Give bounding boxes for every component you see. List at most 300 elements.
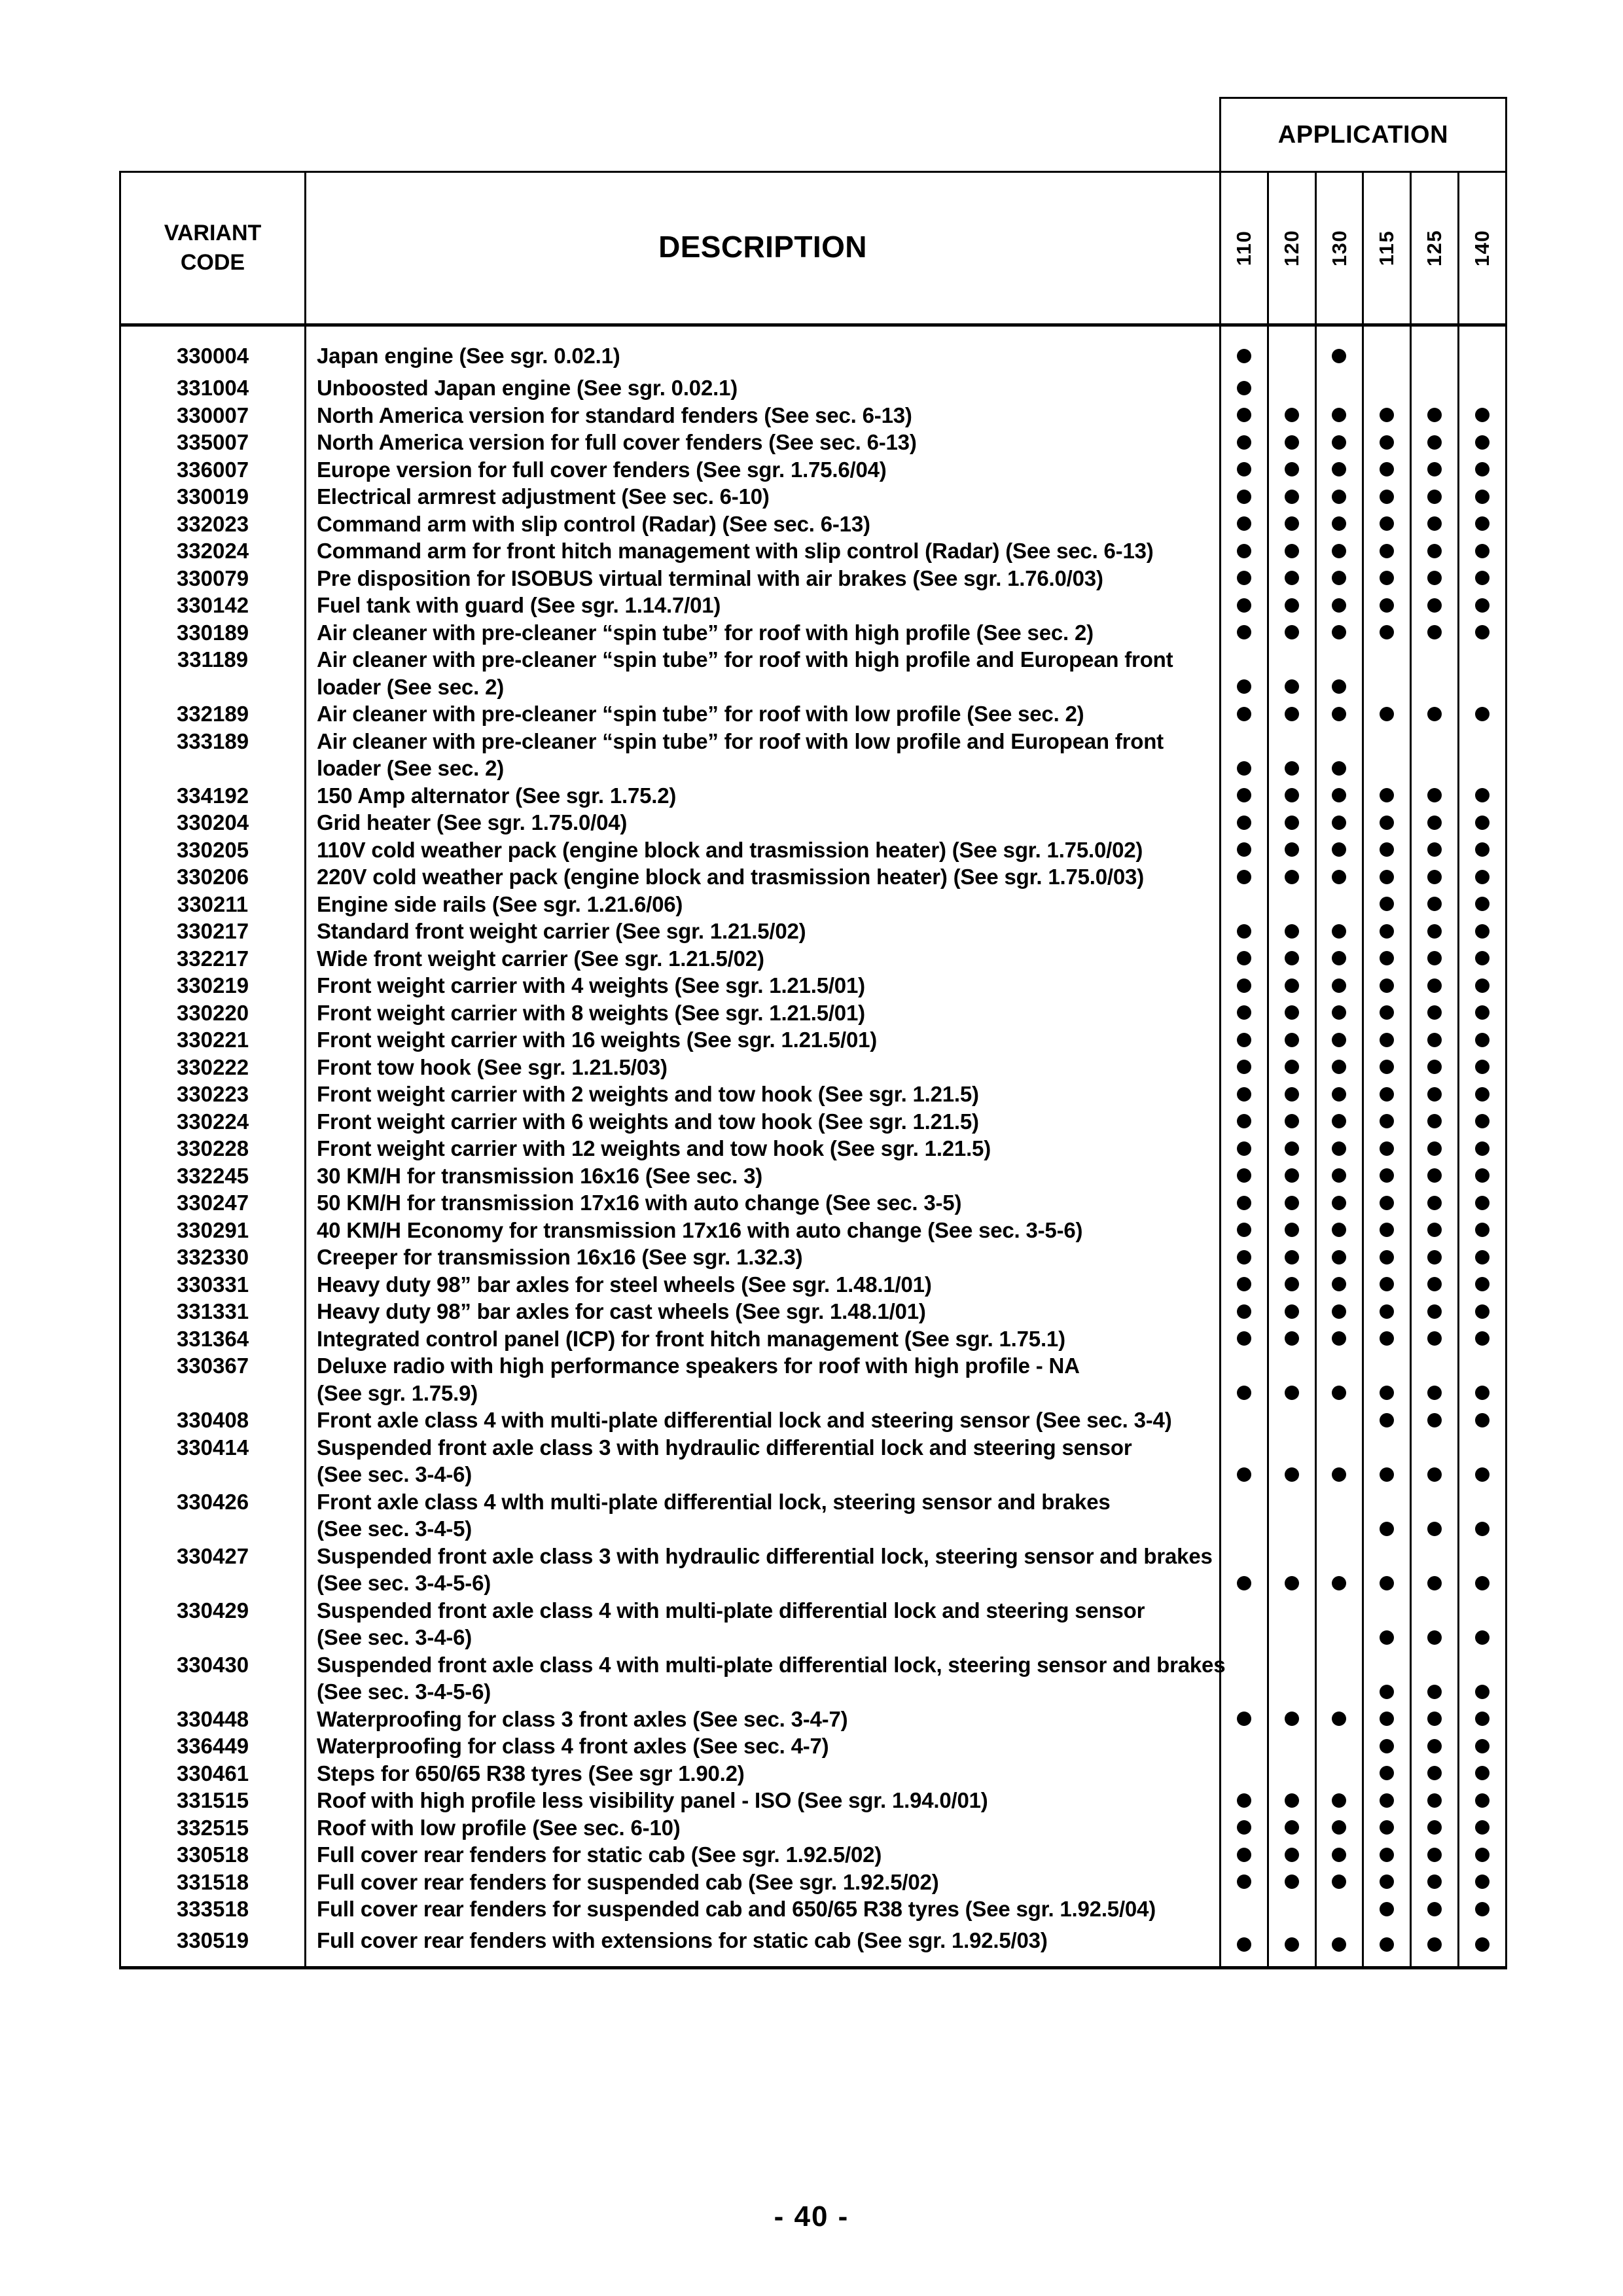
application-dot-filled bbox=[1285, 490, 1299, 504]
application-mark-115 bbox=[1363, 511, 1411, 538]
application-dot-filled bbox=[1332, 1060, 1346, 1074]
table-row bbox=[120, 1597, 1507, 1624]
application-mark-120 bbox=[1268, 1407, 1315, 1434]
application-mark-125 bbox=[1411, 1081, 1459, 1108]
application-mark-130 bbox=[1315, 1841, 1363, 1869]
application-mark-110 bbox=[1221, 1162, 1268, 1190]
application-dot-filled bbox=[1332, 490, 1346, 504]
application-mark-120 bbox=[1268, 782, 1315, 810]
header-spacer-code bbox=[120, 98, 306, 172]
application-mark-125 bbox=[1411, 402, 1459, 429]
application-dot-filled bbox=[1237, 1874, 1251, 1889]
application-dot-filled bbox=[1427, 1937, 1442, 1952]
application-mark-115 bbox=[1363, 755, 1411, 782]
application-dot-filled bbox=[1380, 544, 1394, 558]
table-row bbox=[120, 1026, 1507, 1054]
variant-code-cell bbox=[120, 1380, 306, 1407]
application-dot-empty bbox=[1237, 1657, 1251, 1672]
application-dot-empty bbox=[1332, 734, 1346, 748]
application-mark-110 bbox=[1221, 1787, 1268, 1814]
application-mark-140 bbox=[1458, 728, 1506, 755]
application-dot-filled bbox=[1237, 816, 1251, 830]
application-mark-125 bbox=[1411, 1271, 1459, 1299]
application-mark-130 bbox=[1315, 1244, 1363, 1271]
description-cell: Fuel tank with guard (See sgr. 1.14.7/01) bbox=[306, 592, 1221, 619]
application-dot-filled bbox=[1332, 1005, 1346, 1020]
application-dot-filled bbox=[1427, 816, 1442, 830]
table-row bbox=[120, 1135, 1507, 1162]
application-dot-filled bbox=[1427, 1576, 1442, 1590]
application-mark-130 bbox=[1315, 1162, 1363, 1190]
application-mark-120 bbox=[1268, 1814, 1315, 1842]
application-mark-120 bbox=[1268, 565, 1315, 592]
application-mark-120 bbox=[1268, 1787, 1315, 1814]
application-dot-filled bbox=[1427, 870, 1442, 884]
application-mark-115 bbox=[1363, 456, 1411, 484]
description-cell: 40 KM/H Economy for transmission 17x16 with auto change (See sec. 3-5-6) bbox=[306, 1217, 1221, 1244]
application-mark-110 bbox=[1221, 999, 1268, 1027]
application-mark-110 bbox=[1221, 1515, 1268, 1543]
variant-code-cell: 330331 bbox=[120, 1271, 306, 1299]
application-dot-empty bbox=[1237, 1522, 1251, 1536]
application-dot-filled bbox=[1285, 1937, 1299, 1952]
application-mark-110 bbox=[1221, 891, 1268, 918]
application-dot-filled bbox=[1427, 707, 1442, 721]
application-mark-115 bbox=[1363, 1244, 1411, 1271]
application-mark-110 bbox=[1221, 836, 1268, 864]
application-mark-125 bbox=[1411, 673, 1459, 701]
application-dot-empty bbox=[1332, 653, 1346, 667]
header-application-130-label: 130 bbox=[1327, 229, 1351, 267]
application-dot-filled bbox=[1380, 1331, 1394, 1346]
description-cell: Full cover rear fenders for suspended cab and 650/65 R38 tyres (See sgr. 1.92.5/04) bbox=[306, 1895, 1221, 1923]
description-cell: loader (See sec. 2) bbox=[306, 673, 1221, 701]
application-mark-130 bbox=[1315, 1380, 1363, 1407]
application-dot-filled bbox=[1332, 1277, 1346, 1291]
application-dot-empty bbox=[1427, 381, 1442, 395]
application-mark-115 bbox=[1363, 918, 1411, 945]
application-mark-130 bbox=[1315, 1515, 1363, 1543]
header-application-130 bbox=[1315, 172, 1363, 325]
description-cell: Japan engine (See sgr. 0.02.1) bbox=[306, 325, 1221, 375]
application-mark-110 bbox=[1221, 1298, 1268, 1325]
variant-code-cell: 330228 bbox=[120, 1135, 306, 1162]
application-mark-115 bbox=[1363, 863, 1411, 891]
table-row bbox=[120, 1461, 1507, 1488]
application-dot-empty bbox=[1332, 1685, 1346, 1699]
application-mark-120 bbox=[1268, 1217, 1315, 1244]
table-row bbox=[120, 1678, 1507, 1706]
application-dot-filled bbox=[1475, 1685, 1489, 1699]
application-mark-110 bbox=[1221, 1923, 1268, 1968]
application-mark-140 bbox=[1458, 673, 1506, 701]
application-mark-120 bbox=[1268, 918, 1315, 945]
application-dot-filled bbox=[1285, 1712, 1299, 1726]
table-row bbox=[120, 809, 1507, 836]
application-dot-filled bbox=[1380, 816, 1394, 830]
table-row bbox=[120, 1651, 1507, 1679]
variant-code-cell: 330206 bbox=[120, 863, 306, 891]
application-dot-filled bbox=[1285, 1386, 1299, 1400]
application-mark-140 bbox=[1458, 1380, 1506, 1407]
header-application-115-label: 115 bbox=[1375, 230, 1399, 266]
application-dot-filled bbox=[1427, 1087, 1442, 1102]
application-dot-filled bbox=[1475, 951, 1489, 965]
application-dot-empty bbox=[1285, 897, 1299, 911]
application-mark-115 bbox=[1363, 537, 1411, 565]
application-dot-filled bbox=[1332, 544, 1346, 558]
application-dot-empty bbox=[1332, 1657, 1346, 1672]
application-dot-filled bbox=[1285, 625, 1299, 639]
application-mark-130 bbox=[1315, 1325, 1363, 1353]
application-dot-filled bbox=[1332, 408, 1346, 422]
application-dot-empty bbox=[1285, 1630, 1299, 1645]
application-mark-125 bbox=[1411, 483, 1459, 511]
application-dot-filled bbox=[1427, 951, 1442, 965]
application-mark-110 bbox=[1221, 429, 1268, 456]
variant-code-cell bbox=[120, 755, 306, 782]
application-dot-filled bbox=[1332, 1467, 1346, 1482]
application-mark-120 bbox=[1268, 700, 1315, 728]
application-dot-filled bbox=[1332, 1820, 1346, 1835]
application-dot-filled bbox=[1237, 1168, 1251, 1183]
variant-code-cell: 333518 bbox=[120, 1895, 306, 1923]
application-mark-125 bbox=[1411, 1407, 1459, 1434]
table-row bbox=[120, 1869, 1507, 1896]
application-mark-115 bbox=[1363, 1461, 1411, 1488]
application-dot-filled bbox=[1380, 788, 1394, 802]
application-dot-filled bbox=[1380, 571, 1394, 585]
description-cell: 220V cold weather pack (engine block and trasmission heater) (See sgr. 1.75.0/03) bbox=[306, 863, 1221, 891]
application-dot-filled bbox=[1285, 788, 1299, 802]
description-cell: 30 KM/H for transmission 16x16 (See sec. 3) bbox=[306, 1162, 1221, 1190]
application-dot-empty bbox=[1427, 1440, 1442, 1454]
application-mark-140 bbox=[1458, 402, 1506, 429]
variant-code-cell: 330205 bbox=[120, 836, 306, 864]
application-mark-125 bbox=[1411, 1706, 1459, 1733]
application-dot-filled bbox=[1285, 1196, 1299, 1210]
application-dot-filled bbox=[1380, 408, 1394, 422]
variant-code-cell: 330204 bbox=[120, 809, 306, 836]
application-dot-filled bbox=[1332, 1793, 1346, 1808]
description-cell: Front axle class 4 with multi-plate differential lock and steering sensor (See sec. 3-4) bbox=[306, 1407, 1221, 1434]
application-dot-filled bbox=[1427, 1766, 1442, 1780]
application-dot-filled bbox=[1332, 951, 1346, 965]
application-mark-110 bbox=[1221, 1434, 1268, 1462]
table-row bbox=[120, 1923, 1507, 1968]
application-mark-115 bbox=[1363, 836, 1411, 864]
application-dot-filled bbox=[1332, 761, 1346, 776]
table-row bbox=[120, 402, 1507, 429]
table-row bbox=[120, 483, 1507, 511]
application-mark-130 bbox=[1315, 1732, 1363, 1760]
application-dot-filled bbox=[1285, 1087, 1299, 1102]
application-dot-empty bbox=[1237, 1413, 1251, 1427]
application-mark-140 bbox=[1458, 1543, 1506, 1570]
application-dot-filled bbox=[1475, 1331, 1489, 1346]
application-dot-filled bbox=[1285, 462, 1299, 476]
description-cell: Roof with high profile less visibility panel - ISO (See sgr. 1.94.0/01) bbox=[306, 1787, 1221, 1814]
application-mark-140 bbox=[1458, 891, 1506, 918]
application-dot-filled bbox=[1475, 1386, 1489, 1400]
description-cell: (See sec. 3-4-6) bbox=[306, 1461, 1221, 1488]
application-dot-filled bbox=[1475, 490, 1489, 504]
application-mark-130 bbox=[1315, 863, 1363, 891]
application-mark-130 bbox=[1315, 429, 1363, 456]
application-mark-125 bbox=[1411, 728, 1459, 755]
application-mark-120 bbox=[1268, 429, 1315, 456]
application-mark-115 bbox=[1363, 1488, 1411, 1516]
application-mark-115 bbox=[1363, 1651, 1411, 1679]
application-mark-110 bbox=[1221, 374, 1268, 402]
application-dot-empty bbox=[1427, 1657, 1442, 1672]
application-mark-110 bbox=[1221, 1760, 1268, 1787]
application-dot-filled bbox=[1427, 1739, 1442, 1753]
application-mark-120 bbox=[1268, 728, 1315, 755]
application-dot-filled bbox=[1380, 490, 1394, 504]
application-mark-110 bbox=[1221, 1543, 1268, 1570]
application-mark-130 bbox=[1315, 511, 1363, 538]
application-mark-110 bbox=[1221, 511, 1268, 538]
application-mark-140 bbox=[1458, 374, 1506, 402]
application-mark-125 bbox=[1411, 1244, 1459, 1271]
application-dot-filled bbox=[1427, 1820, 1442, 1835]
application-dot-filled bbox=[1427, 625, 1442, 639]
application-mark-120 bbox=[1268, 891, 1315, 918]
application-dot-empty bbox=[1285, 1359, 1299, 1373]
application-mark-110 bbox=[1221, 1678, 1268, 1706]
application-dot-filled bbox=[1237, 1033, 1251, 1047]
application-mark-120 bbox=[1268, 1298, 1315, 1325]
application-mark-115 bbox=[1363, 619, 1411, 647]
application-mark-120 bbox=[1268, 1488, 1315, 1516]
application-dot-filled bbox=[1285, 978, 1299, 993]
application-mark-130 bbox=[1315, 945, 1363, 973]
application-dot-empty bbox=[1475, 1359, 1489, 1373]
application-mark-115 bbox=[1363, 1841, 1411, 1869]
application-dot-empty bbox=[1332, 1494, 1346, 1509]
application-dot-filled bbox=[1427, 1793, 1442, 1808]
variant-code-cell: 330367 bbox=[120, 1352, 306, 1380]
application-mark-140 bbox=[1458, 1054, 1506, 1081]
application-dot-filled bbox=[1237, 516, 1251, 531]
application-mark-115 bbox=[1363, 1026, 1411, 1054]
application-dot-filled bbox=[1475, 1413, 1489, 1427]
application-mark-120 bbox=[1268, 1135, 1315, 1162]
application-dot-filled bbox=[1237, 1937, 1251, 1952]
application-dot-filled bbox=[1427, 897, 1442, 911]
application-mark-125 bbox=[1411, 511, 1459, 538]
variant-code-cell: 330518 bbox=[120, 1841, 306, 1869]
description-cell: Full cover rear fenders for suspended cab (See sgr. 1.92.5/02) bbox=[306, 1869, 1221, 1896]
variant-code-cell: 332330 bbox=[120, 1244, 306, 1271]
application-dot-filled bbox=[1332, 1848, 1346, 1862]
application-dot-filled bbox=[1285, 1576, 1299, 1590]
application-mark-110 bbox=[1221, 537, 1268, 565]
application-dot-empty bbox=[1427, 1603, 1442, 1617]
table-row bbox=[120, 1706, 1507, 1733]
application-dot-filled bbox=[1475, 1033, 1489, 1047]
application-mark-120 bbox=[1268, 863, 1315, 891]
application-mark-115 bbox=[1363, 1923, 1411, 1968]
application-mark-120 bbox=[1268, 1244, 1315, 1271]
application-mark-115 bbox=[1363, 1189, 1411, 1217]
variant-code-cell: 330219 bbox=[120, 972, 306, 999]
application-dot-filled bbox=[1332, 1874, 1346, 1889]
application-mark-115 bbox=[1363, 1515, 1411, 1543]
description-cell: North America version for full cover fenders (See sec. 6-13) bbox=[306, 429, 1221, 456]
application-dot-filled bbox=[1332, 816, 1346, 830]
application-mark-115 bbox=[1363, 1787, 1411, 1814]
application-mark-125 bbox=[1411, 646, 1459, 673]
table-row bbox=[120, 728, 1507, 755]
application-mark-140 bbox=[1458, 1461, 1506, 1488]
application-mark-115 bbox=[1363, 1352, 1411, 1380]
application-mark-110 bbox=[1221, 1651, 1268, 1679]
application-dot-filled bbox=[1427, 1196, 1442, 1210]
application-dot-filled bbox=[1427, 462, 1442, 476]
description-cell: (See sec. 3-4-6) bbox=[306, 1624, 1221, 1651]
application-mark-140 bbox=[1458, 1706, 1506, 1733]
application-dot-filled bbox=[1237, 349, 1251, 363]
application-mark-125 bbox=[1411, 619, 1459, 647]
application-dot-filled bbox=[1285, 1331, 1299, 1346]
application-mark-110 bbox=[1221, 1217, 1268, 1244]
table-row bbox=[120, 891, 1507, 918]
application-dot-filled bbox=[1237, 1223, 1251, 1237]
application-mark-115 bbox=[1363, 1081, 1411, 1108]
table-row bbox=[120, 1325, 1507, 1353]
application-mark-115 bbox=[1363, 891, 1411, 918]
application-mark-130 bbox=[1315, 1135, 1363, 1162]
variant-code-cell: 330079 bbox=[120, 565, 306, 592]
application-dot-filled bbox=[1332, 1576, 1346, 1590]
application-dot-filled bbox=[1237, 1114, 1251, 1128]
table-row bbox=[120, 592, 1507, 619]
application-dot-empty bbox=[1475, 653, 1489, 667]
application-mark-140 bbox=[1458, 918, 1506, 945]
application-dot-empty bbox=[1285, 1902, 1299, 1916]
application-mark-130 bbox=[1315, 1407, 1363, 1434]
application-mark-140 bbox=[1458, 1787, 1506, 1814]
application-dot-empty bbox=[1285, 734, 1299, 748]
application-mark-115 bbox=[1363, 1325, 1411, 1353]
description-cell: Air cleaner with pre-cleaner “spin tube” for roof with high profile and European front bbox=[306, 646, 1221, 673]
application-mark-130 bbox=[1315, 619, 1363, 647]
application-dot-filled bbox=[1475, 516, 1489, 531]
application-mark-120 bbox=[1268, 1841, 1315, 1869]
application-dot-filled bbox=[1380, 1114, 1394, 1128]
application-dot-filled bbox=[1237, 1331, 1251, 1346]
application-mark-115 bbox=[1363, 1814, 1411, 1842]
application-dot-filled bbox=[1285, 598, 1299, 613]
application-dot-filled bbox=[1427, 1386, 1442, 1400]
application-dot-filled bbox=[1380, 1874, 1394, 1889]
application-mark-130 bbox=[1315, 1189, 1363, 1217]
application-mark-120 bbox=[1268, 945, 1315, 973]
application-dot-filled bbox=[1332, 598, 1346, 613]
variant-code-cell: 330004 bbox=[120, 325, 306, 375]
variant-code-cell: 336449 bbox=[120, 1732, 306, 1760]
application-dot-empty bbox=[1427, 349, 1442, 363]
application-mark-110 bbox=[1221, 918, 1268, 945]
application-dot-filled bbox=[1475, 435, 1489, 450]
application-mark-140 bbox=[1458, 1895, 1506, 1923]
application-dot-filled bbox=[1237, 1141, 1251, 1156]
variant-code-cell: 331515 bbox=[120, 1787, 306, 1814]
application-mark-115 bbox=[1363, 1162, 1411, 1190]
application-mark-120 bbox=[1268, 402, 1315, 429]
variant-code-cell: 330019 bbox=[120, 483, 306, 511]
application-dot-filled bbox=[1427, 1848, 1442, 1862]
application-dot-filled bbox=[1332, 1250, 1346, 1265]
application-dot-empty bbox=[1380, 679, 1394, 694]
application-dot-filled bbox=[1332, 1087, 1346, 1102]
application-dot-filled bbox=[1475, 978, 1489, 993]
application-dot-empty bbox=[1380, 1657, 1394, 1672]
application-dot-empty bbox=[1237, 1494, 1251, 1509]
application-dot-filled bbox=[1475, 816, 1489, 830]
application-dot-empty bbox=[1285, 1440, 1299, 1454]
application-dot-filled bbox=[1475, 1739, 1489, 1753]
description-cell: (See sgr. 1.75.9) bbox=[306, 1380, 1221, 1407]
application-mark-125 bbox=[1411, 972, 1459, 999]
variant-code-cell: 336007 bbox=[120, 456, 306, 484]
variant-code-cell: 331189 bbox=[120, 646, 306, 673]
table-row bbox=[120, 1162, 1507, 1190]
application-dot-filled bbox=[1237, 1060, 1251, 1074]
application-mark-125 bbox=[1411, 1923, 1459, 1968]
application-dot-filled bbox=[1332, 1141, 1346, 1156]
table-row bbox=[120, 1407, 1507, 1434]
application-dot-filled bbox=[1285, 1114, 1299, 1128]
variant-code-cell bbox=[120, 1624, 306, 1651]
application-mark-120 bbox=[1268, 1706, 1315, 1733]
header-application-110-label: 110 bbox=[1232, 230, 1255, 266]
application-dot-filled bbox=[1237, 679, 1251, 694]
application-dot-empty bbox=[1332, 1766, 1346, 1780]
application-dot-filled bbox=[1285, 870, 1299, 884]
application-dot-filled bbox=[1237, 978, 1251, 993]
description-cell: loader (See sec. 2) bbox=[306, 755, 1221, 782]
application-mark-140 bbox=[1458, 1217, 1506, 1244]
application-mark-120 bbox=[1268, 1380, 1315, 1407]
application-mark-125 bbox=[1411, 1162, 1459, 1190]
application-dot-empty bbox=[1332, 1902, 1346, 1916]
application-mark-120 bbox=[1268, 1624, 1315, 1651]
description-cell: 50 KM/H for transmission 17x16 with auto change (See sec. 3-5) bbox=[306, 1189, 1221, 1217]
application-dot-empty bbox=[1380, 1494, 1394, 1509]
application-mark-110 bbox=[1221, 565, 1268, 592]
application-mark-120 bbox=[1268, 755, 1315, 782]
application-mark-115 bbox=[1363, 1434, 1411, 1462]
header-application-125 bbox=[1411, 172, 1459, 325]
description-cell: Waterproofing for class 3 front axles (See sec. 3-4-7) bbox=[306, 1706, 1221, 1733]
application-mark-120 bbox=[1268, 1678, 1315, 1706]
application-dot-empty bbox=[1380, 761, 1394, 776]
application-mark-130 bbox=[1315, 1108, 1363, 1136]
application-mark-140 bbox=[1458, 836, 1506, 864]
application-dot-filled bbox=[1380, 1033, 1394, 1047]
table-row bbox=[120, 836, 1507, 864]
application-mark-115 bbox=[1363, 728, 1411, 755]
application-dot-filled bbox=[1427, 1223, 1442, 1237]
description-cell: Wide front weight carrier (See sgr. 1.21.5/02) bbox=[306, 945, 1221, 973]
application-dot-filled bbox=[1285, 544, 1299, 558]
application-dot-filled bbox=[1237, 625, 1251, 639]
application-dot-filled bbox=[1475, 1060, 1489, 1074]
application-dot-empty bbox=[1237, 1359, 1251, 1373]
